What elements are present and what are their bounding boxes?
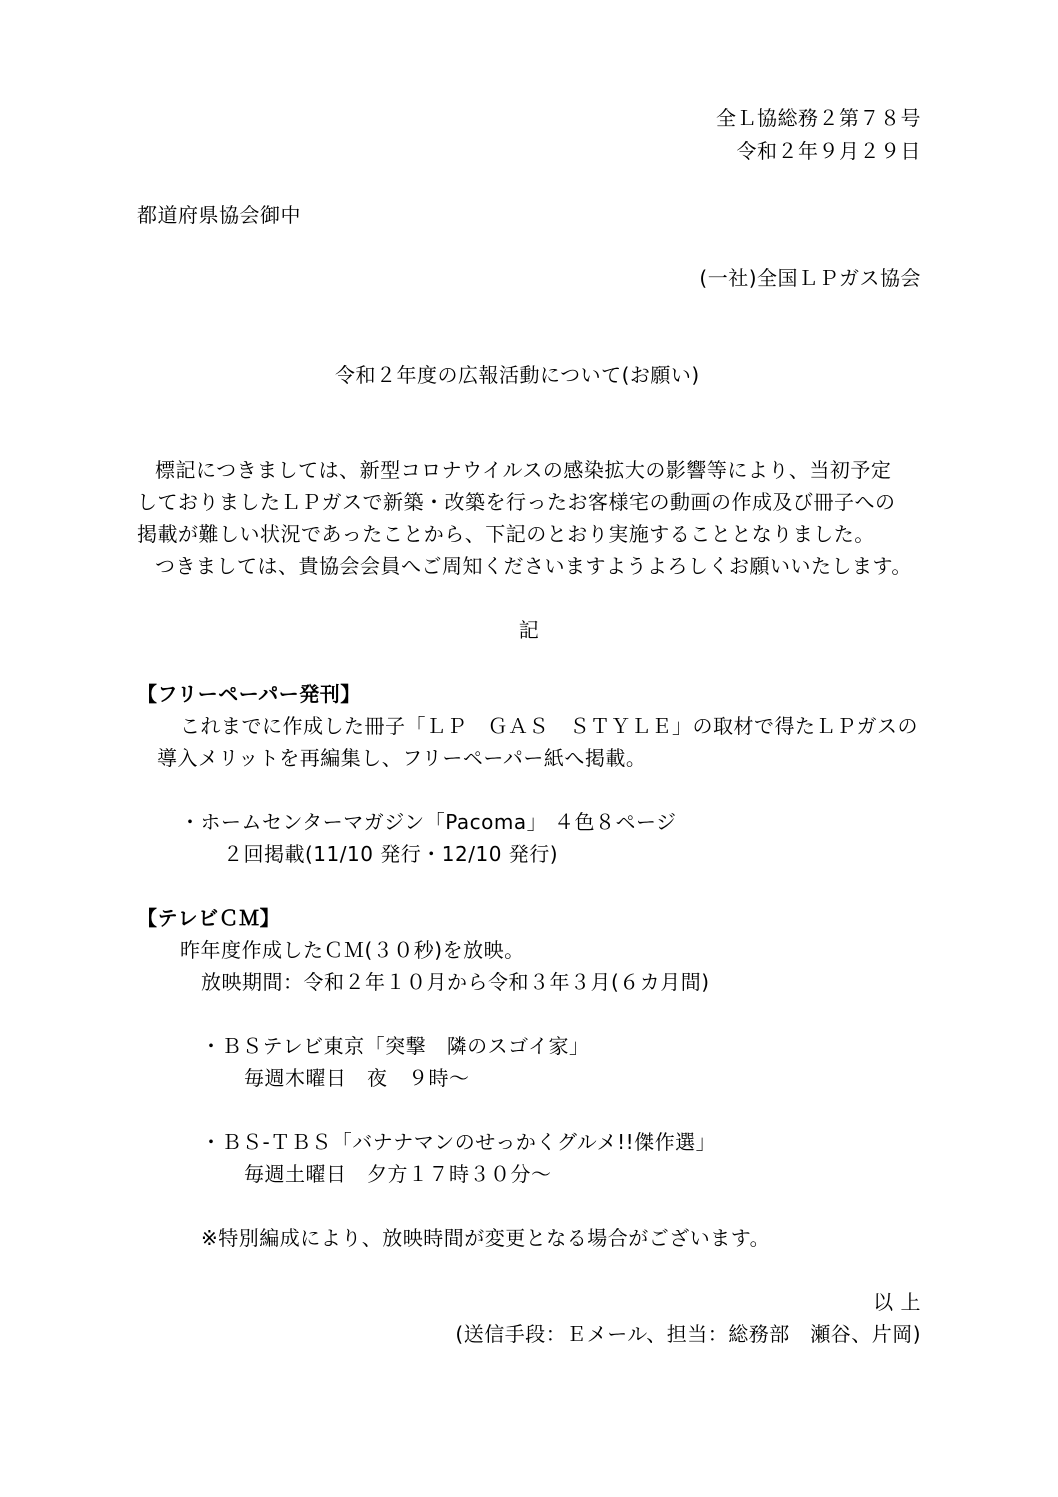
end-mark: 以 上 <box>873 1290 921 1314</box>
tvcm-program-2-time: 毎週土曜日 夕方１７時３０分～ <box>244 1162 552 1186</box>
tvcm-note: ※特別編成により、放映時間が変更となる場合がございます。 <box>201 1226 771 1250</box>
freepaper-line-1: これまでに作成した冊子「ＬＰ ＧＡＳ ＳＴＹＬＥ」の取材で得たＬＰガスの <box>180 714 918 738</box>
tvcm-heading: 【テレビＣＭ】 <box>137 906 281 930</box>
recipient: 都道府県協会御中 <box>137 203 301 227</box>
tvcm-period: 放映期間：令和２年１０月から令和３年３月(６カ月間) <box>201 970 710 994</box>
body-paragraph-2: つきましては、貴協会会員へご周知くださいますようよろしくお願いいたします。 <box>155 554 912 578</box>
tvcm-program-1: ・ＢＳテレビ東京「突撃 隣のスゴイ家」 <box>201 1034 590 1058</box>
ki-mark: 記 <box>518 618 540 642</box>
tvcm-line-1: 昨年度作成したＣＭ(３０秒)を放映。 <box>180 938 525 962</box>
document-number: 全Ｌ協総務２第７８号 <box>716 106 921 130</box>
body-paragraph-1-line-3: 掲載が難しい状況であったことから、下記のとおり実施することとなりました。 <box>137 522 875 546</box>
freepaper-item-detail: ２回掲載(11/10 発行・12/10 発行) <box>223 842 559 866</box>
tvcm-program-2: ・ＢＳ-ＴＢＳ「バナナマンのせっかくグルメ!!傑作選」 <box>201 1130 717 1154</box>
contact-info: (送信手段：Ｅメール、担当：総務部 瀬谷、片岡) <box>455 1322 921 1346</box>
freepaper-line-2: 導入メリットを再編集し、フリーペーパー紙へ掲載。 <box>157 746 647 770</box>
freepaper-heading: 【フリーペーパー発刊】 <box>137 682 361 706</box>
sender: (一社)全国ＬＰガス協会 <box>699 266 921 290</box>
body-paragraph-1-line-1: 標記につきましては、新型コロナウイルスの感染拡大の影響等により、当初予定 <box>155 458 892 482</box>
body-paragraph-1-line-2: しておりましたＬＰガスで新築・改築を行ったお客様宅の動画の作成及び冊子への <box>137 490 896 514</box>
document-date: 令和２年９月２９日 <box>736 139 921 163</box>
document-title: 令和２年度の広報活動について(お願い) <box>335 363 700 387</box>
freepaper-item: ・ホームセンターマガジン「Pacoma」 ４色８ページ <box>180 810 677 834</box>
tvcm-program-1-time: 毎週木曜日 夜 ９時～ <box>244 1066 470 1090</box>
